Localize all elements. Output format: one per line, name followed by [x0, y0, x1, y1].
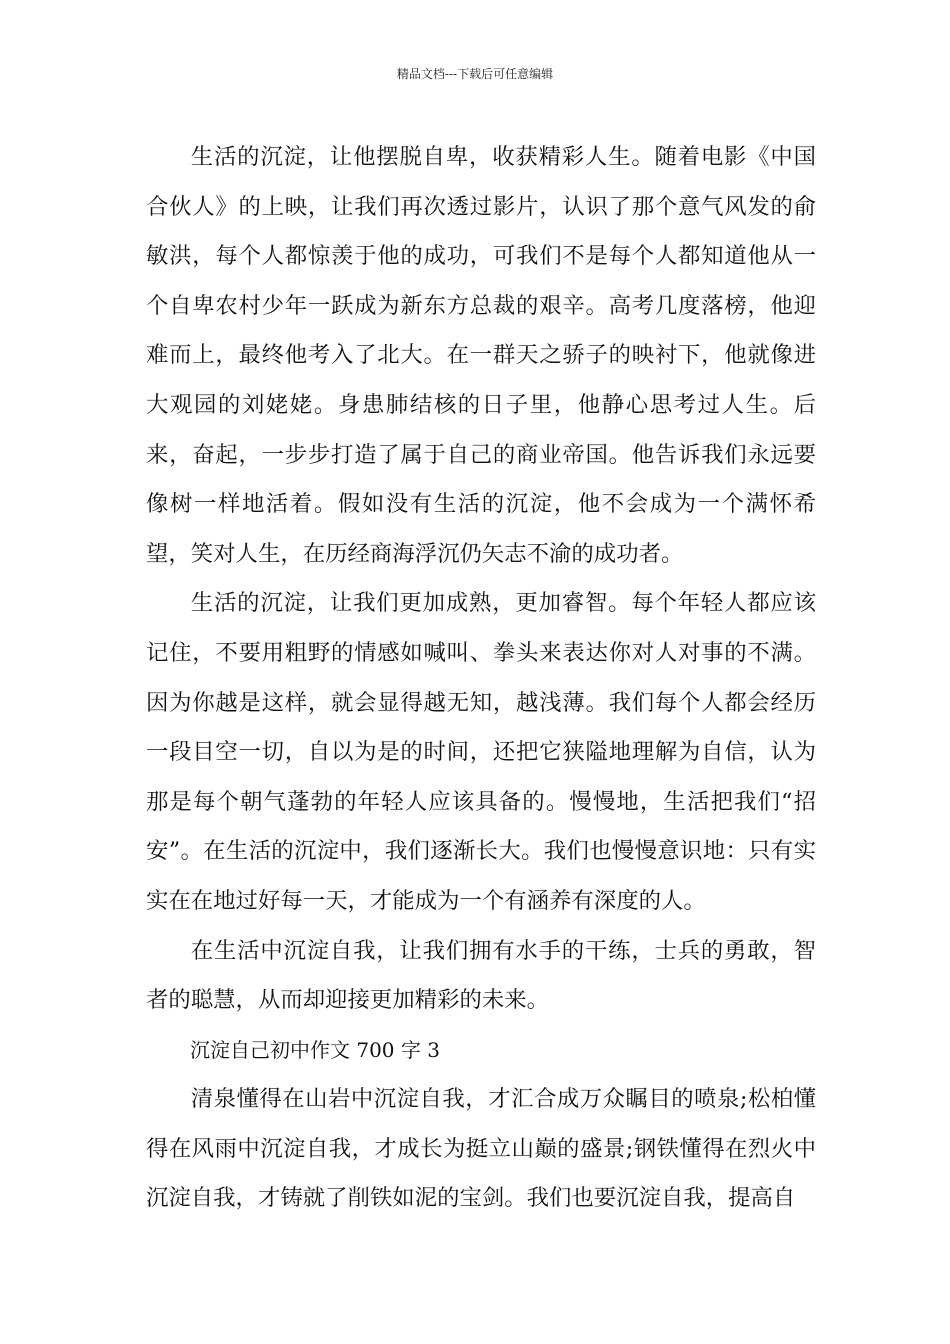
paragraph-2: 生活的沉淀，让我们更加成熟，更加睿智。每个年轻人都应该记住，不要用粗野的情感如喊叫、拳头来表达你对人对事的不满。因为你越是这样，就会显得越无知，越浅薄。我们每个人都会经历一段目空一切，自以为是的时间，还把它狭隘地理解为自信，认为那是每个朝气蓬勃的年轻人应该具备的。慢慢地，生活把我们“招安”。在生活的沉淀中，我们逐渐长大。我们也慢慢意识地：只有实实在在地过好每一天，才能成为一个有涵养有深度的人。	[146, 590, 816, 914]
document-body	[146, 133, 816, 1224]
page-header: 精品文档---下载后可任意编辑	[396, 67, 554, 81]
paragraph-4: 清泉懂得在山岩中沉淀自我，才汇合成万众瞩目的喷泉;松柏懂得在风雨中沉淀自我，才成长为挺立山巅的盛景;钢铁懂得在烈火中沉淀自我，才铸就了削铁如泥的宝剑。我们也要沉淀自我，提高自	[146, 1086, 816, 1212]
section-title: 沉淀自己初中作文 700 字 3	[190, 1037, 440, 1062]
paragraph-1: 生活的沉淀，让他摆脱自卑，收获精彩人生。随着电影《中国合伙人》的上映，让我们再次透过影片，认识了那个意气风发的俞敏洪，每个人都惊羡于他的成功，可我们不是每个人都知道他从一个自卑农村少年一跃成为新东方总裁的艰辛。高考几度落榜，他迎难而上，最终他考入了北大。在一群天之骄子的映衬下，他就像进大观园的刘姥姥。身患肺结核的日子里，他静心思考过人生。后来，奋起，一步步打造了属于自己的商业帝国。他告诉我们永远要像树一样地活着。假如没有生活的沉淀，他不会成为一个满怀希望，笑对人生，在历经商海浮沉仍矢志不渝的成功者。	[146, 144, 816, 567]
paragraph-3: 在生活中沉淀自我，让我们拥有水手的干练，士兵的勇敢，智者的聪慧，从而却迎接更加精彩的未来。	[146, 937, 816, 1014]
